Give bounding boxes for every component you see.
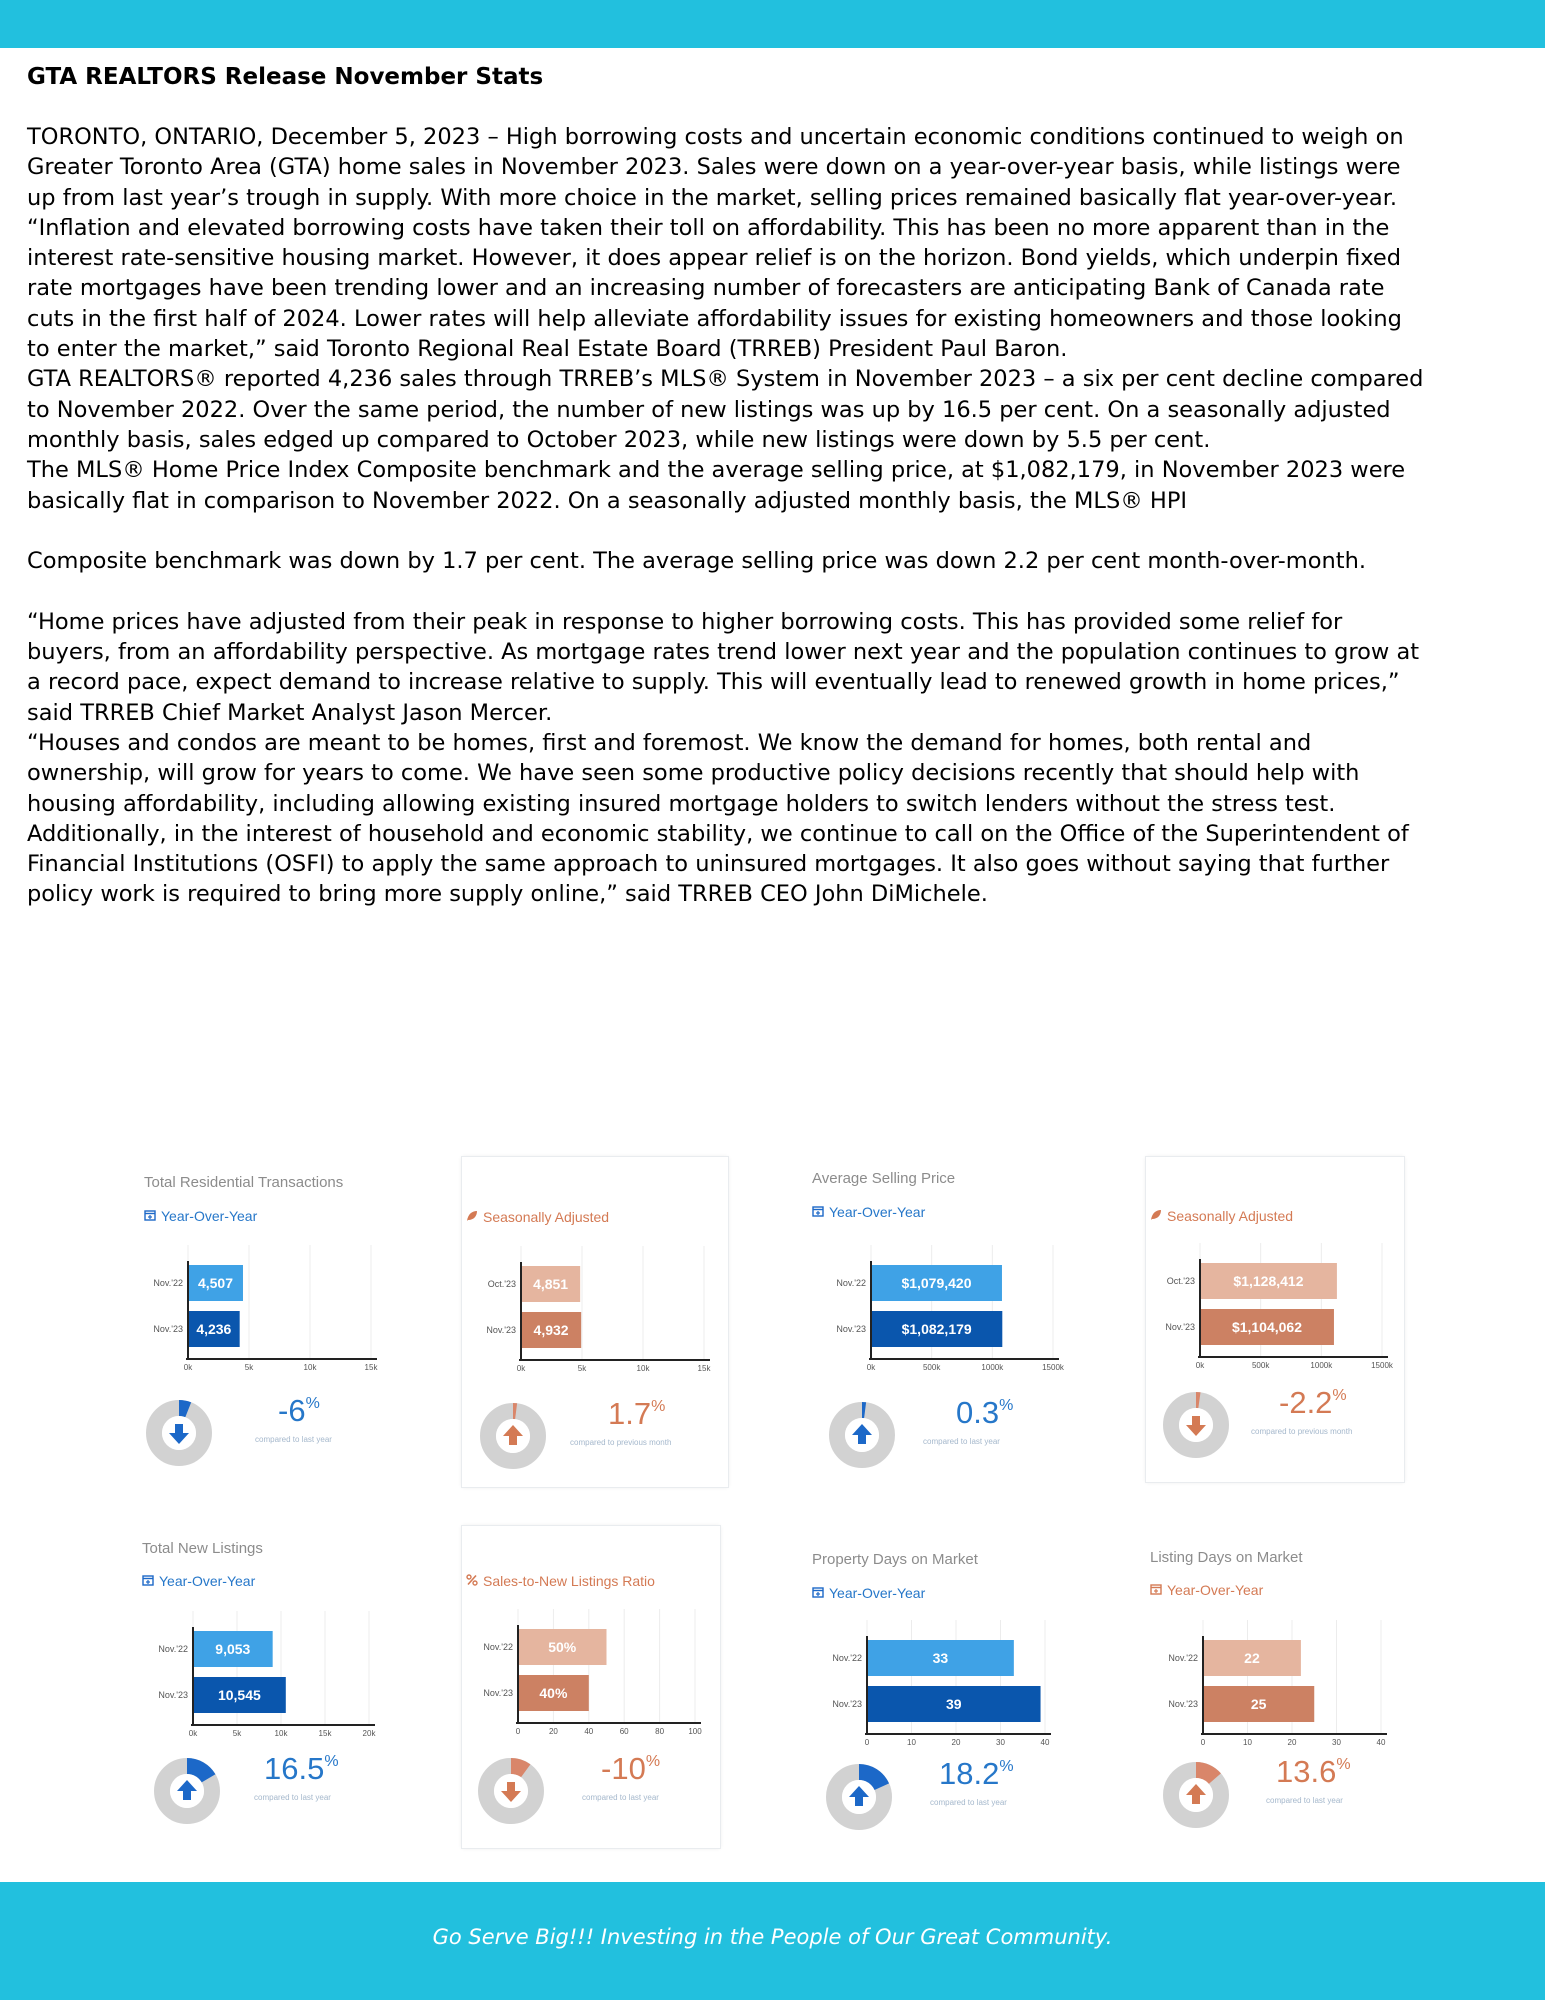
tick-label: 10k bbox=[636, 1364, 650, 1373]
bar-chart bbox=[808, 1531, 1063, 1747]
tick-label: 15k bbox=[364, 1363, 378, 1372]
tick-label: 0 bbox=[864, 1738, 870, 1747]
stat-card bbox=[1146, 1531, 1401, 1851]
change-unit: % bbox=[1332, 1387, 1347, 1404]
category-label: Oct.'23 bbox=[487, 1279, 516, 1289]
change-unit: % bbox=[999, 1397, 1014, 1414]
tick-label: 10k bbox=[303, 1363, 317, 1372]
change-number: -6 bbox=[278, 1393, 306, 1428]
bar-value-label: $1,104,062 bbox=[1231, 1319, 1303, 1335]
tick-label: 80 bbox=[655, 1727, 665, 1736]
bar-value-label: $1,128,412 bbox=[1233, 1273, 1304, 1289]
tick-label: 1000k bbox=[981, 1363, 1004, 1372]
tick-label: 5k bbox=[577, 1364, 587, 1373]
bar-value-label: 40% bbox=[539, 1685, 568, 1701]
change-number: 0.3 bbox=[956, 1395, 1000, 1430]
change-gauge bbox=[478, 1758, 544, 1824]
category-label: Nov.'23 bbox=[486, 1325, 516, 1335]
change-value bbox=[1279, 1385, 1347, 1421]
tick-label: 15k bbox=[318, 1729, 332, 1738]
change-value bbox=[1276, 1754, 1351, 1790]
bar-chart bbox=[140, 1160, 390, 1372]
tick-label: 10 bbox=[907, 1738, 916, 1747]
tick-label: 40 bbox=[1376, 1738, 1386, 1747]
tick-label: 0 bbox=[515, 1727, 521, 1736]
stat-card bbox=[462, 1526, 720, 1848]
bar-value-label: $1,082,179 bbox=[901, 1321, 972, 1337]
tick-label: 30 bbox=[1332, 1738, 1341, 1747]
change-caption: compared to previous month bbox=[570, 1438, 672, 1447]
change-caption: compared to last year bbox=[582, 1793, 659, 1802]
card-title: Listing Days on Market bbox=[1150, 1549, 1303, 1566]
tick-label: 15k bbox=[697, 1364, 711, 1373]
change-gauge bbox=[154, 1758, 220, 1824]
bar-value-label: $1,079,420 bbox=[901, 1275, 972, 1291]
tick-label: 5k bbox=[244, 1363, 254, 1372]
category-label: Nov.'22 bbox=[1168, 1653, 1198, 1663]
bar-chart bbox=[1146, 1531, 1401, 1747]
tick-label: 100 bbox=[688, 1727, 702, 1736]
card-subtitle-text: Year-Over-Year bbox=[159, 1573, 256, 1589]
tick-label: 10k bbox=[274, 1729, 288, 1738]
bar-chart bbox=[808, 1157, 1072, 1372]
card-subtitle-text: Year-Over-Year bbox=[161, 1208, 258, 1224]
footer-tagline: Go Serve Big!!! Investing in the People of Our Great Community. bbox=[432, 1925, 1113, 1949]
article-paragraph: TORONTO, ONTARIO, December 5, 2023 – High borrowing costs and uncertain economic conditions continued to weigh on Greater Toronto Area (GTA) home sales in November 2023. Sales were down on a year-over-year basis, while listings were up from last year’s trough in supply. With more choice in the market, selling prices remained basically flat year-over-year. bbox=[27, 124, 1404, 211]
change-unit: % bbox=[645, 1753, 661, 1770]
change-gauge bbox=[829, 1402, 895, 1468]
article-title: GTA REALTORS Release November Stats bbox=[27, 64, 544, 90]
category-label: Oct.'23 bbox=[1166, 1276, 1195, 1286]
tick-label: 20k bbox=[362, 1729, 376, 1738]
stat-card bbox=[140, 1160, 390, 1480]
top-banner bbox=[0, 0, 1545, 48]
category-label: Nov.'22 bbox=[836, 1278, 866, 1288]
change-unit: % bbox=[999, 1758, 1014, 1775]
article-paragraph: GTA REALTORS® reported 4,236 sales through TRREB’s MLS® System in November 2023 – a six per cent decline compared to November 2022. Over the same period, the number of new listings was up by 16.5 per cent. On a seasonally adjusted monthly basis, sales edged up compared to October 2023, while new listings were down by 5.5 per cent. bbox=[27, 366, 1424, 453]
bar-chart bbox=[462, 1526, 720, 1736]
tick-label: 1500k bbox=[1371, 1361, 1393, 1370]
category-label: Nov.'22 bbox=[158, 1644, 188, 1654]
card-subtitle-text: Seasonally Adjusted bbox=[483, 1209, 610, 1225]
bar-value-label: 25 bbox=[1250, 1696, 1267, 1712]
change-caption: compared to previous month bbox=[1251, 1427, 1353, 1436]
tick-label: 1000k bbox=[1310, 1361, 1333, 1370]
change-value bbox=[264, 1751, 339, 1787]
tick-label: 10 bbox=[1243, 1738, 1252, 1747]
change-number: -10 bbox=[601, 1751, 646, 1786]
card-subtitle-text: Year-Over-Year bbox=[1167, 1582, 1264, 1598]
bar-value-label: 4,507 bbox=[197, 1275, 234, 1291]
change-unit: % bbox=[324, 1753, 339, 1770]
change-value bbox=[956, 1395, 1013, 1431]
footer-banner bbox=[0, 1882, 1545, 2000]
card-subtitle-text: Seasonally Adjusted bbox=[1167, 1208, 1294, 1224]
article-paragraph: “Home prices have adjusted from their peak in response to higher borrowing costs. This has provided some relief for buyers, from an affordability perspective. As mortgage rates trend lower next year and the population continues to grow at a record pace, expect demand to increase relative to supply. This will eventually lead to renewed growth in home prices,” said TRREB Chief Market Analyst Jason Mercer. bbox=[27, 608, 1420, 726]
tick-label: 40 bbox=[1040, 1738, 1050, 1747]
bar-value-label: 50% bbox=[548, 1639, 577, 1655]
tick-label: 20 bbox=[951, 1738, 961, 1747]
card-subtitle-text: Year-Over-Year bbox=[829, 1585, 926, 1601]
change-number: -2.2 bbox=[1279, 1385, 1333, 1420]
tick-label: 0k bbox=[188, 1729, 198, 1738]
change-unit: % bbox=[651, 1398, 666, 1415]
change-number: 16.5 bbox=[264, 1751, 325, 1786]
tick-label: 40 bbox=[584, 1727, 594, 1736]
change-unit: % bbox=[305, 1395, 320, 1412]
bar-value-label: 4,851 bbox=[533, 1276, 569, 1292]
bar-value-label: 10,545 bbox=[217, 1687, 261, 1703]
article-paragraph: Composite benchmark was down by 1.7 per cent. The average selling price was down 2.2 per cent month-over-month. bbox=[27, 548, 1366, 575]
bar-value-label: 39 bbox=[945, 1696, 962, 1712]
article bbox=[27, 62, 1427, 910]
stat-card bbox=[1146, 1157, 1404, 1482]
tick-label: 0k bbox=[183, 1363, 193, 1372]
change-caption: compared to last year bbox=[1266, 1796, 1343, 1805]
tick-label: 20 bbox=[548, 1727, 558, 1736]
bar-value-label: 4,932 bbox=[533, 1322, 569, 1338]
change-unit: % bbox=[1336, 1756, 1351, 1773]
category-label: Nov.'23 bbox=[1168, 1699, 1198, 1709]
category-label: Nov.'23 bbox=[153, 1324, 183, 1334]
tick-label: 0k bbox=[516, 1364, 526, 1373]
change-number: 1.7 bbox=[608, 1396, 652, 1431]
article-paragraph: The MLS® Home Price Index Composite benchmark and the average selling price, at $1,082,179, in November 2023 were basically flat in comparison to November 2022. On a seasonally adjusted monthly basis, the MLS® HPI bbox=[27, 457, 1406, 514]
change-gauge bbox=[1163, 1392, 1229, 1458]
article-paragraph: “Inflation and elevated borrowing costs have taken their toll on affordability. This has been no more apparent than in the interest rate-sensitive housing market. However, it does appear relief is on the horizon. Bond yields, which underpin fixed rate mortgages have been trending lower and an increasing number of forecasters are anticipating Bank of Canada rate cuts in the first half of 2024. Lower rates will help alleviate affordability issues for existing homeowners and those looking to enter the market,” said Toronto Regional Real Estate Board (TRREB) President Paul Baron. bbox=[27, 214, 1402, 363]
tick-label: 0 bbox=[1200, 1738, 1206, 1747]
stat-card bbox=[462, 1157, 728, 1487]
tick-label: 500k bbox=[1251, 1361, 1270, 1370]
change-gauge bbox=[826, 1764, 892, 1830]
stat-card bbox=[808, 1531, 1063, 1853]
stat-card bbox=[808, 1157, 1072, 1487]
bar-value-label: 9,053 bbox=[215, 1641, 251, 1657]
category-label: Nov.'22 bbox=[483, 1642, 513, 1652]
bar-chart bbox=[138, 1526, 388, 1738]
tick-label: 0k bbox=[1195, 1361, 1205, 1370]
change-gauge bbox=[1163, 1762, 1229, 1828]
card-title: Property Days on Market bbox=[812, 1551, 978, 1568]
stat-card bbox=[138, 1526, 388, 1856]
change-value bbox=[608, 1396, 665, 1432]
tick-label: 0k bbox=[866, 1363, 876, 1372]
category-label: Nov.'22 bbox=[832, 1653, 862, 1663]
category-label: Nov.'23 bbox=[1165, 1322, 1195, 1332]
card-title: Total Residential Transactions bbox=[144, 1174, 344, 1191]
bar-value-label: 4,236 bbox=[196, 1321, 232, 1337]
tick-label: 1500k bbox=[1042, 1363, 1064, 1372]
card-subtitle-text: Year-Over-Year bbox=[829, 1204, 926, 1220]
category-label: Nov.'22 bbox=[153, 1278, 183, 1288]
category-label: Nov.'23 bbox=[483, 1688, 513, 1698]
bar-value-label: 22 bbox=[1244, 1650, 1260, 1666]
change-number: 18.2 bbox=[939, 1756, 1000, 1791]
article-paragraph: “Houses and condos are meant to be homes, first and foremost. We know the demand for homes, both rental and ownership, will grow for years to come. We have seen some productive policy decisions recently that should help with housing affordability, including allowing existing insured mortgage holders to switch lenders without the stress test. Additionally, in the interest of household and economic stability, we continue to call on the Office of the Superintendent of Financial Institutions (OSFI) to apply the same approach to uninsured mortgages. It also goes without saying that further policy work is required to bring more supply online,” said TRREB CEO John DiMichele. bbox=[27, 729, 1409, 908]
change-number: 13.6 bbox=[1276, 1754, 1337, 1789]
card-title: Average Selling Price bbox=[812, 1170, 956, 1187]
category-label: Nov.'23 bbox=[158, 1690, 188, 1700]
change-gauge bbox=[146, 1400, 212, 1466]
tick-label: 500k bbox=[922, 1363, 941, 1372]
bar-chart bbox=[1146, 1157, 1404, 1370]
tick-label: 30 bbox=[996, 1738, 1005, 1747]
tick-label: 5k bbox=[232, 1729, 242, 1738]
category-label: Nov.'23 bbox=[836, 1324, 866, 1334]
card-subtitle-text: Sales-to-New Listings Ratio bbox=[483, 1573, 655, 1589]
change-value bbox=[939, 1756, 1014, 1792]
tick-label: 20 bbox=[1287, 1738, 1297, 1747]
change-value bbox=[278, 1393, 320, 1429]
category-label: Nov.'23 bbox=[832, 1699, 862, 1709]
bar-value-label: 33 bbox=[932, 1650, 949, 1666]
bar-chart bbox=[462, 1157, 728, 1373]
tick-label: 60 bbox=[619, 1727, 629, 1736]
card-title: Total New Listings bbox=[142, 1540, 263, 1557]
change-gauge bbox=[480, 1403, 546, 1469]
change-caption: compared to last year bbox=[923, 1437, 1000, 1446]
change-caption: compared to last year bbox=[930, 1798, 1007, 1807]
change-caption: compared to last year bbox=[255, 1435, 332, 1444]
change-value bbox=[601, 1751, 660, 1787]
change-caption: compared to last year bbox=[254, 1793, 331, 1802]
